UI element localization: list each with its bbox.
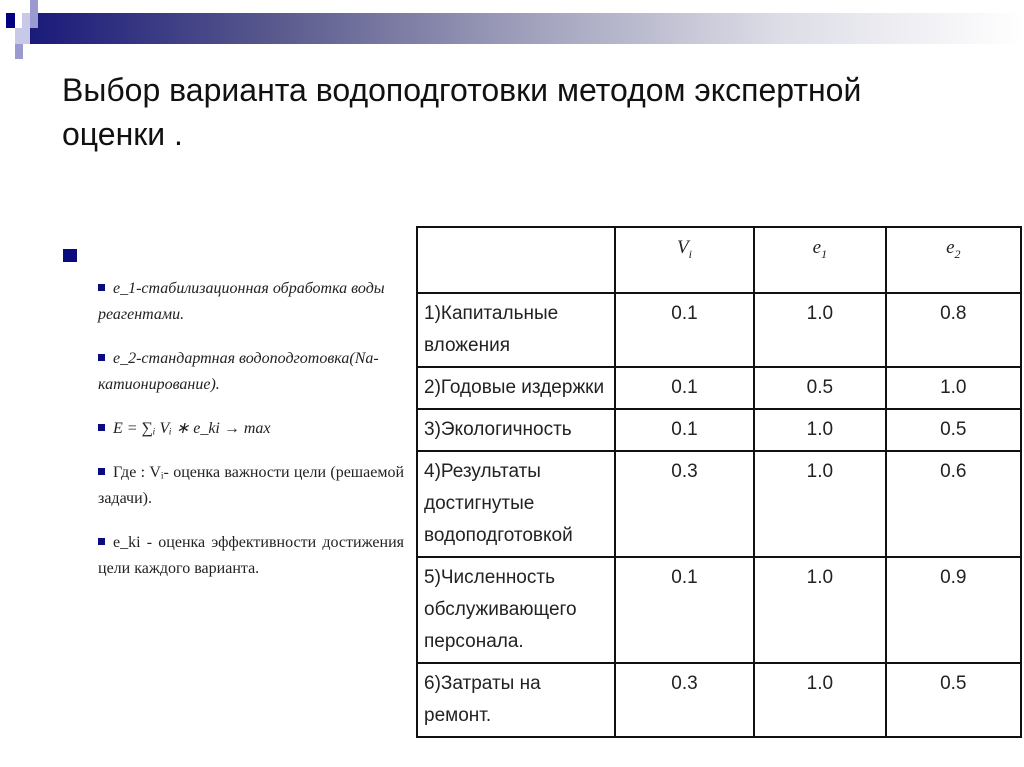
value-cell: 1.0 [754,663,885,737]
criterion-cell: 3)Экологичность [417,409,615,451]
table-row [417,663,1021,737]
value-cell: 0.3 [615,451,754,557]
slide-title: Выбор варианта водоподготовки методом экспертной оценки . [62,72,862,152]
table-row [417,451,1021,557]
list-item [98,530,404,582]
list-item [98,416,404,442]
table-row [417,409,1021,451]
list-item [98,346,404,398]
list-item [98,460,404,512]
bullet-icon [98,424,105,431]
decor-square [15,44,23,59]
decor-square [15,28,30,44]
bullet-text: e_1-стабилизационная обработка воды реагентами. [98,280,385,323]
value-cell: 0.1 [615,409,754,451]
formula-text: E = ∑ᵢ Vᵢ ∗ e_ki → max [113,420,271,437]
value-cell: 0.6 [886,451,1021,557]
bullet-icon [98,284,105,291]
criteria-table [416,226,1022,738]
value-cell: 0.5 [886,409,1021,451]
value-cell: 0.5 [886,663,1021,737]
value-cell: 0.3 [615,663,754,737]
value-cell: 0.5 [754,367,885,409]
value-cell: 1.0 [886,367,1021,409]
value-cell: 1.0 [754,451,885,557]
header-cell: $e_2$ [886,227,1021,293]
bullet-icon [98,468,105,475]
bullet-icon [63,249,77,262]
table-row [417,293,1021,367]
header-cell: $V_i$ [615,227,754,293]
bullet-icon [98,538,105,545]
criterion-cell: 5)Численность обслуживающего персонала. [417,557,615,663]
value-cell: 1.0 [754,293,885,367]
table-header-row [417,227,1021,293]
header-cell: $e_1$ [754,227,885,293]
value-cell: 0.8 [886,293,1021,367]
table-row [417,557,1021,663]
criterion-cell: 4)Результаты достигнутые водоподготовкой [417,451,615,557]
value-cell: 0.1 [615,293,754,367]
decor-square [6,13,15,28]
bullet-text: e_2-стандартная водоподготовка(Na-катионирование). [98,350,379,393]
value-cell: 0.9 [886,557,1021,663]
header-gradient-bar [30,13,1024,44]
value-cell: 1.0 [754,557,885,663]
criterion-cell: 6)Затраты на ремонт. [417,663,615,737]
bullet-list [98,276,404,600]
header-cell [417,227,615,293]
bullet-text: e_ki - оценка эффективности достижения цели каждого варианта. [98,534,404,577]
bullet-icon [98,354,105,361]
bullet-text: Где : Vᵢ- оценка важности цели (решаемой задачи). [98,464,404,507]
value-cell: 0.1 [615,557,754,663]
criterion-cell: 2)Годовые издержки [417,367,615,409]
decor-square [30,0,38,28]
value-cell: 0.1 [615,367,754,409]
criterion-cell: 1)Капитальные вложения [417,293,615,367]
table-row [417,367,1021,409]
list-item [98,276,404,328]
value-cell: 1.0 [754,409,885,451]
